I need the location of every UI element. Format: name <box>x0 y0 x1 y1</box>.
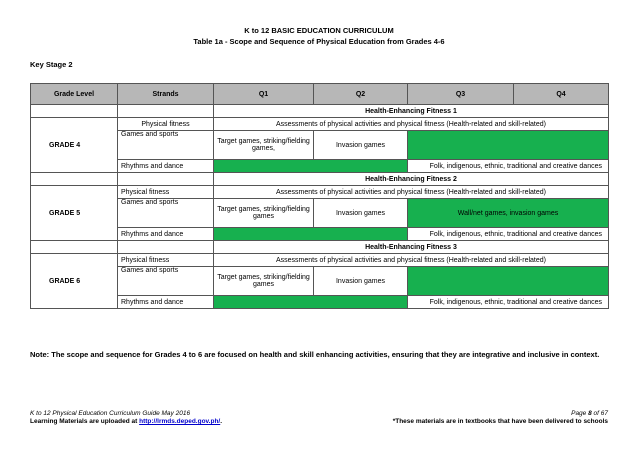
header-q2: Q2 <box>314 84 408 105</box>
table-row <box>31 160 609 173</box>
lrmds-link[interactable]: http://lrmds.deped.gov.ph/ <box>139 418 221 425</box>
table-row <box>31 296 609 309</box>
document-title: K to 12 BASIC EDUCATION CURRICULUM <box>244 26 394 35</box>
assessment-cell: Assessments of physical activities and physical fitness (Health-related and skill-related) <box>214 254 609 267</box>
invasion-games-cell: Invasion games <box>314 267 408 296</box>
strand-physical-fitness: Physical fitness <box>118 186 214 199</box>
note-text: Note: The scope and sequence for Grades 4 to 6 are focused on health and skill enhancing activities, ensuring that they are integrative and inclusive in context. <box>30 350 600 359</box>
strand-rhythms-dance: Rhythms and dance <box>118 296 214 309</box>
empty-cell <box>118 241 214 254</box>
header-q4: Q4 <box>514 84 609 105</box>
page-suffix: of 67 <box>591 410 608 417</box>
wall-net-games-cell: Wall/net games, invasion games <box>408 199 609 228</box>
empty-cell <box>31 173 118 186</box>
page-current: 8 <box>588 410 592 417</box>
target-games-cell: Target games, striking/fielding games <box>214 267 314 296</box>
strand-physical-fitness: Physical fitness <box>118 254 214 267</box>
grade-label: GRADE 6 <box>31 254 118 309</box>
table-row <box>31 173 609 186</box>
footer-uploaded <box>30 418 222 425</box>
strand-games-sports: Games and sports <box>118 131 214 160</box>
target-games-cell: Target games, striking/fielding games, <box>214 131 314 160</box>
grade-label: GRADE 4 <box>31 118 118 173</box>
page-prefix: Page <box>571 410 589 417</box>
green-rhythms-cell <box>214 296 408 309</box>
table-row <box>31 186 609 199</box>
strand-rhythms-dance: Rhythms and dance <box>118 160 214 173</box>
section-title: Health-Enhancing Fitness 2 <box>214 173 609 186</box>
empty-cell <box>31 241 118 254</box>
header-strands: Strands <box>118 84 214 105</box>
footer-page-number <box>571 410 608 417</box>
grade-label: GRADE 5 <box>31 186 118 241</box>
scope-sequence-table <box>30 83 609 309</box>
target-games-cell: Target games, striking/fielding games <box>214 199 314 228</box>
key-stage-label: Key Stage 2 <box>30 60 73 69</box>
green-games-cell <box>408 131 609 160</box>
footer-uploaded-suffix: . <box>220 418 223 425</box>
section-title: Health-Enhancing Fitness 1 <box>214 105 609 118</box>
table-row <box>31 228 609 241</box>
dance-cell: Folk, indigenous, ethnic, traditional and creative dances <box>408 228 609 241</box>
invasion-games-cell: Invasion games <box>314 131 408 160</box>
table-row <box>31 199 609 228</box>
table-row <box>31 105 609 118</box>
footer-textbooks-note: *These materials are in textbooks that have been delivered to schools <box>392 418 608 425</box>
green-rhythms-cell <box>214 228 408 241</box>
empty-cell <box>118 105 214 118</box>
table-row <box>31 241 609 254</box>
header-q3: Q3 <box>408 84 514 105</box>
header-grade-level: Grade Level <box>31 84 118 105</box>
strand-games-sports: Games and sports <box>118 267 214 296</box>
green-games-cell <box>408 267 609 296</box>
invasion-games-cell: Invasion games <box>314 199 408 228</box>
table-title: Table 1a - Scope and Sequence of Physical Education from Grades 4-6 <box>193 37 445 46</box>
strand-rhythms-dance: Rhythms and dance <box>118 228 214 241</box>
strand-physical-fitness: Physical fitness <box>118 118 214 131</box>
strand-games-sports: Games and sports <box>118 199 214 228</box>
table-header-row <box>31 84 609 105</box>
table-row <box>31 131 609 160</box>
footer-guide: K to 12 Physical Education Curriculum Guide May 2016 <box>30 410 191 417</box>
section-title: Health-Enhancing Fitness 3 <box>214 241 609 254</box>
assessment-cell: Assessments of physical activities and physical fitness (Health-related and skill-related) <box>214 186 609 199</box>
empty-cell <box>31 105 118 118</box>
footer-uploaded-prefix: Learning Materials are uploaded at <box>30 418 140 425</box>
table-row <box>31 254 609 267</box>
header-q1: Q1 <box>214 84 314 105</box>
table-row <box>31 267 609 296</box>
dance-cell: Folk, indigenous, ethnic, traditional and creative dances <box>408 160 609 173</box>
empty-cell <box>118 173 214 186</box>
table-row <box>31 118 609 131</box>
green-rhythms-cell <box>214 160 408 173</box>
dance-cell: Folk, indigenous, ethnic, traditional and creative dances <box>408 296 609 309</box>
assessment-cell: Assessments of physical activities and physical fitness (Health-related and skill-related) <box>214 118 609 131</box>
